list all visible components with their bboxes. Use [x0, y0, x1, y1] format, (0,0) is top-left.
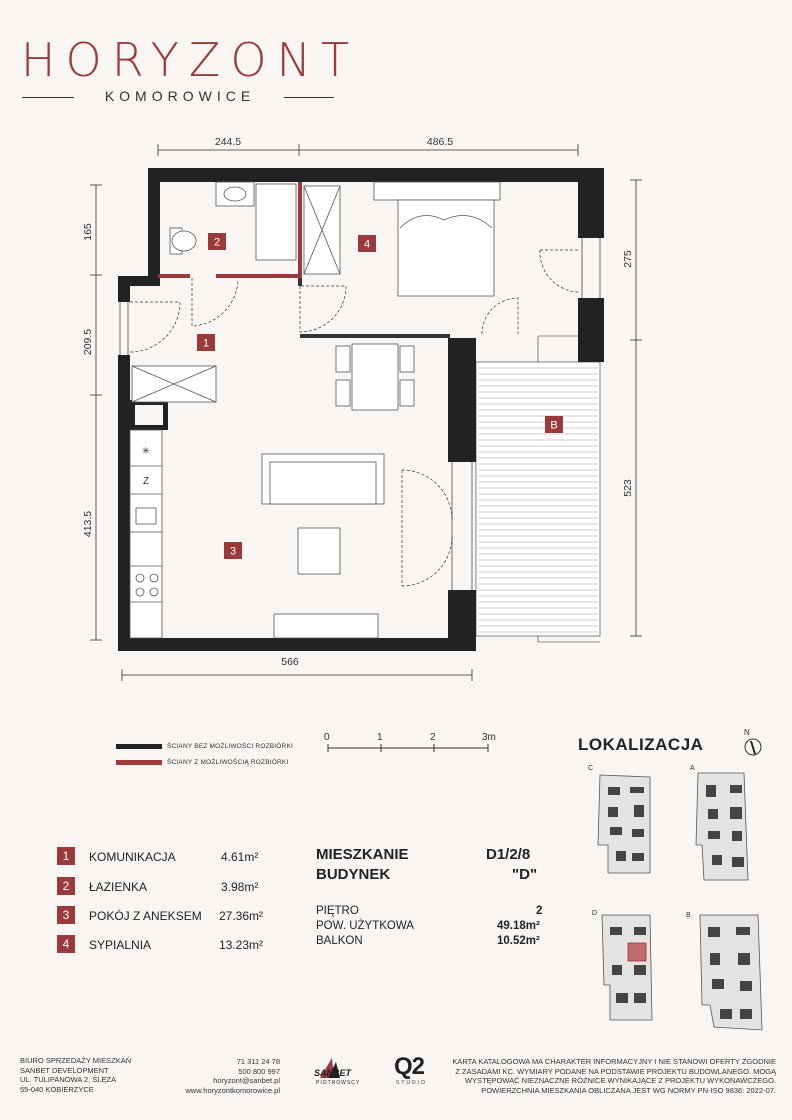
dim-left-mid: 209.5 [82, 328, 94, 356]
legend-red-label: ŚCIANY Z MOŻLIWOŚCIĄ ROZBIÓRKI [167, 759, 289, 766]
kitchen-units [130, 430, 162, 638]
usable-area-label: POW. UŻYTKOWA [316, 920, 414, 932]
living-furniture [262, 344, 414, 638]
room-badge-4: 4 [363, 238, 371, 251]
scale-label-0: 0 [324, 732, 330, 743]
room-list-area-1: 4.61m² [221, 850, 259, 864]
room-list-name-4: SYPIALNIA [89, 938, 152, 952]
dim-bottom: 566 [281, 656, 299, 668]
email-link[interactable]: horyzont@sanbet.pl [213, 1076, 280, 1085]
floor-value: 2 [536, 905, 543, 917]
dim-left-top: 165 [82, 223, 94, 241]
room-list-area-3: 27.36m² [219, 909, 264, 923]
apartment-code: D1/2/8 [486, 846, 531, 863]
location-title: LOKALIZACJA [578, 735, 704, 754]
office-address: BIURO SPRZEDAŻY MIESZKAŃ SANBET DEVELOPMENT UL. TULIPANOWA 2, ŚLĘZA 55-040 KOBIERZYCE [20, 1056, 132, 1094]
building-code: "D" [512, 866, 538, 883]
room-list-badge-3: 3 [57, 906, 75, 924]
room-list-badge-1: 1 [57, 847, 75, 865]
legend-black-label: ŚCIANY BEZ MOŻLIWOŚCI ROZBIÓRKI [167, 743, 293, 750]
legend-red-line [116, 760, 162, 765]
room-badge-1: 1 [202, 337, 210, 350]
brand-subtitle: KOMOROWICE [104, 88, 256, 104]
disclaimer: KARTA KATALOGOWA MA CHARAKTER INFORMACYJNY I NIE STANOWI OFERTY ZGODNIE Z ZASADAMI KC. WYMIARY PODANE NA PODSTAWIE PROJEKTU BUDOWLANEGO. MOGĄ WYSTĘPOWAĆ NIEZNACZNE RÓŻNICE WYNIKAJĄCE Z PROJEKTU WYKONAWCZEGO. POWIERZCHNIA MIESZKANIA OBLICZANA JEST WG NORMY PN-ISO 9836: 2022-07. [452, 1057, 776, 1095]
balcony-label: BALKON [316, 935, 363, 947]
dim-top-left: 244.5 [214, 136, 242, 148]
brand-title: HORYZONT [20, 33, 360, 87]
building-label-b: B [686, 912, 691, 919]
highlighted-apartment [628, 943, 646, 961]
room-list [57, 847, 277, 957]
building-label-d: D [592, 910, 598, 917]
dim-left-bottom: 413.5 [82, 510, 94, 538]
dim-right-bottom: 523 [622, 479, 634, 497]
building-label-a: A [690, 765, 695, 772]
building-label-c: C [588, 765, 594, 772]
room-list-badge-2: 2 [57, 877, 75, 895]
room-list-area-4: 13.23m² [219, 938, 264, 952]
website-link[interactable]: www.horyzontkomorowice.pl [185, 1085, 280, 1095]
dim-top-right: 486.5 [426, 136, 454, 148]
room-badge-b: B [550, 419, 558, 432]
room-list-name-2: ŁAZIENKA [89, 880, 148, 894]
balcony-value: 10.52m² [497, 935, 540, 947]
floor-label: PIĘTRO [316, 905, 359, 917]
sanbet-logo: SANBET PIOTROWSCY [310, 1056, 370, 1096]
dim-right-top: 275 [622, 250, 634, 268]
bedroom-furniture [374, 182, 500, 296]
room-list-area-2: 3.98m² [221, 880, 259, 894]
room-list-name-1: KOMUNIKACJA [89, 850, 176, 864]
scale-label-2: 2 [430, 732, 436, 743]
room-list-badge-4: 4 [57, 935, 75, 953]
phone-2[interactable]: 500 800 997 [238, 1066, 280, 1076]
legend-black-line [116, 744, 162, 749]
scale-label-1: 1 [377, 732, 383, 743]
freezer-icon: ✳ [141, 446, 151, 457]
room-badge-2: 2 [213, 236, 221, 249]
north-letter: N [744, 728, 750, 737]
apartment-label: MIESZKANIE [316, 846, 409, 863]
q2-studio-logo: Q2 STUDIO [394, 1053, 427, 1086]
usable-area-value: 49.18m² [497, 920, 540, 932]
balcony [476, 336, 600, 642]
fridge-letter: Z [142, 476, 150, 487]
building-label: BUDYNEK [316, 866, 391, 883]
site-map [590, 765, 780, 1035]
room-list-name-3: POKÓJ Z ANEKSEM [89, 909, 202, 923]
phone-1[interactable]: 71 311 24 78 [236, 1057, 280, 1066]
scale-label-3: 3m [482, 732, 496, 743]
room-badge-3: 3 [229, 545, 237, 558]
contact-info [150, 1057, 280, 1095]
